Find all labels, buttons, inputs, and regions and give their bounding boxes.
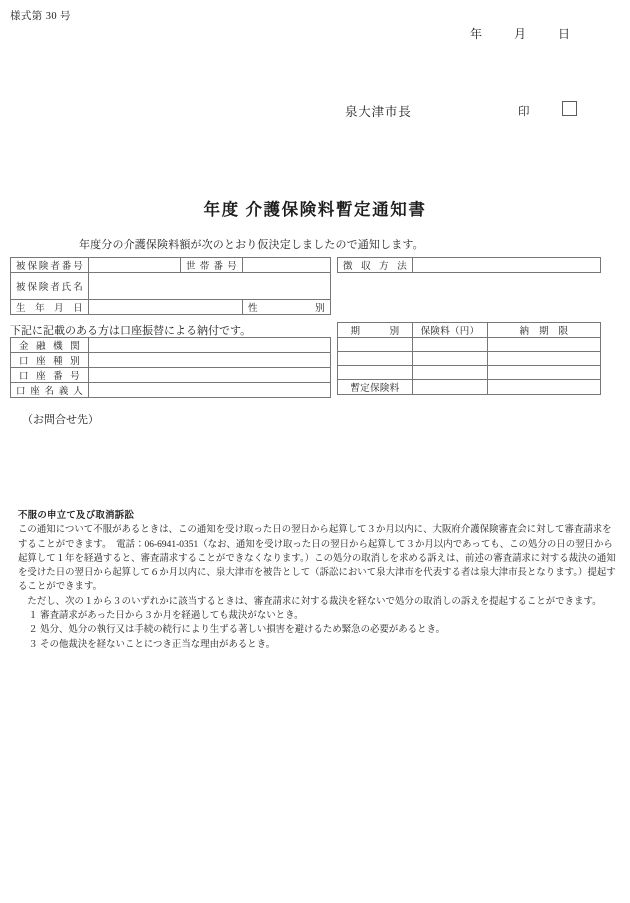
appeal-paragraph-2: ただし、次の１から３のいずれかに該当するときは、審査請求に対する裁決を経ないで処分の取消しの訴えを提起することができます。 (27, 596, 602, 607)
bank-institution-label: 金 融 機 関 (11, 338, 89, 353)
account-type-label: 口 座 種 別 (11, 353, 89, 368)
table-row (338, 352, 601, 366)
form-number-label: 様式第 30 号 (10, 11, 71, 22)
appeal-exception-list (18, 609, 618, 652)
provisional-premium-amount[interactable] (413, 380, 488, 395)
period-cell[interactable] (338, 366, 413, 380)
birthdate-label: 生 年 月 日 (11, 300, 89, 315)
table-row (11, 353, 331, 368)
insured-number-label: 被保険者番号 (11, 258, 89, 273)
period-cell[interactable] (338, 338, 413, 352)
issuer-name: 泉大津市長 (345, 105, 412, 119)
due-date-cell[interactable] (488, 366, 601, 380)
table-row (11, 258, 331, 273)
gender-label: 性 別 (243, 300, 331, 315)
amount-cell[interactable] (413, 366, 488, 380)
lead-paragraph: 年度分の介護保険料額が次のとおり仮決定しましたので通知します。 (79, 239, 424, 251)
table-header-row (338, 323, 601, 338)
bank-institution-value[interactable] (89, 338, 331, 353)
collection-method-label: 徴 収 方 法 (338, 258, 413, 273)
seal-label: 印 (518, 106, 530, 118)
table-row (11, 383, 331, 398)
account-type-value[interactable] (89, 353, 331, 368)
list-item: ２ 処分、処分の執行又は手続の続行により生ずる著しい損害を避けるため緊急の必要があるとき。 (28, 625, 446, 636)
provisional-premium-due[interactable] (488, 380, 601, 395)
page-title: 年度 介護保険料暫定通知書 (203, 200, 427, 219)
bank-transfer-note: 下記に記載のある方は口座振替による納付です。 (10, 325, 252, 337)
appeal-notice-block (18, 509, 618, 652)
table-row (11, 368, 331, 383)
amount-cell[interactable] (413, 338, 488, 352)
due-date-cell[interactable] (488, 352, 601, 366)
date-day-label: 日 (558, 27, 571, 41)
table-row (338, 258, 601, 273)
premium-installment-table (337, 322, 601, 395)
account-number-label: 口 座 番 号 (11, 368, 89, 383)
provisional-premium-label: 暫定保険料 (338, 380, 413, 395)
account-holder-label: 口 座 名 義 人 (11, 383, 89, 398)
due-date-cell[interactable] (488, 338, 601, 352)
list-item: ３ その他裁決を経ないことにつき正当な理由があるとき。 (28, 639, 276, 650)
insured-name-value[interactable] (89, 273, 331, 300)
seal-box (562, 101, 577, 116)
insured-person-table (10, 257, 331, 315)
table-row (11, 273, 331, 300)
due-date-column-header: 納 期 限 (488, 323, 601, 338)
collection-method-table (337, 257, 601, 273)
list-item: １ 審査請求があった日から３か月を経過しても裁決がないとき。 (28, 611, 304, 622)
table-row (338, 338, 601, 352)
table-row (338, 380, 601, 395)
bank-account-table (10, 337, 331, 398)
period-column-header: 期 別 (338, 323, 413, 338)
contact-label: （お問合せ先） (22, 414, 99, 426)
date-year-label: 年 (470, 27, 483, 41)
appeal-notice-heading: 不服の申立て及び取消訴訟 (18, 511, 135, 521)
collection-method-value[interactable] (413, 258, 601, 273)
table-row (11, 300, 331, 315)
date-entry-line (470, 25, 599, 42)
birthdate-value[interactable] (89, 300, 243, 315)
household-number-label: 世帯番号 (181, 258, 243, 273)
account-holder-value[interactable] (89, 383, 331, 398)
household-number-value[interactable] (243, 258, 331, 273)
date-month-label: 月 (514, 27, 527, 41)
amount-column-header: 保険料（円） (413, 323, 488, 338)
amount-cell[interactable] (413, 352, 488, 366)
account-number-value[interactable] (89, 368, 331, 383)
appeal-paragraph-1: この通知について不服があるときは、この通知を受け取った日の翌日から起算して３か月以内に、大阪府介護保険審査会に対して審査請求をすることができます。 電話：06-6941-0351（なお、通知を受け取った日の翌日から起算して３か月以内であっても、この処分の日の翌日から起算して１年を経過すると、審査請求することができなくなります。）この処分の取消しを求める訴えは、前述の審査請求に対する裁決の通知を受けた日の翌日から起算して６か月以内に、泉大津市を被告として（訴訟において泉大津市を代表する者は泉大津市長となります。）提起することができます。 (18, 525, 616, 593)
table-row (11, 338, 331, 353)
period-cell[interactable] (338, 352, 413, 366)
table-row (338, 366, 601, 380)
insured-name-label: 被保険者氏名 (11, 273, 89, 300)
insured-number-value[interactable] (89, 258, 181, 273)
